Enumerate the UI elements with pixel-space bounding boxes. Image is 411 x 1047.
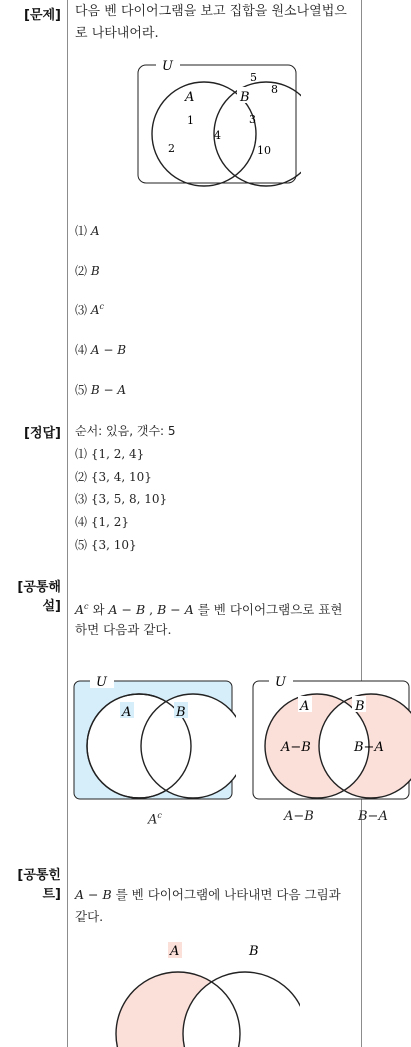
element-4: 4 (214, 129, 221, 142)
problem-item-3: ⑶ $A^c$ (75, 302, 104, 317)
hint-text-line1: A − B 를 벤 다이어그램에 나타내면 다음 그림과 (75, 887, 341, 902)
problem-text-line2: 로 나타내어라. (75, 26, 159, 41)
element-5: 5 (250, 71, 257, 84)
element-10: 10 (257, 144, 271, 157)
answer-item-3: ⑶ {3, 5, 8, 10} (75, 492, 168, 506)
element-3: 3 (249, 113, 256, 126)
answer-meta: 순서: 있음, 갯수: 5 (75, 424, 176, 438)
problem-item-2: ⑵ B (75, 264, 100, 278)
answer-item-5: ⑸ {3, 10} (75, 538, 137, 552)
set-a-label: A (170, 944, 180, 959)
problem-text-line1: 다음 벤 다이어그램을 보고 집합을 원소나열법으 (75, 4, 347, 19)
set-a-label: A (300, 699, 310, 714)
region-b-minus-a: B−A (354, 740, 384, 755)
problem-item-1: ⑴ A (75, 224, 100, 238)
hint-text-line2: 같다. (75, 909, 104, 924)
element-2: 2 (168, 142, 175, 155)
explanation-text-line1: $A^c$ 와 A − B , B − A 를 벤 다이어그램으로 표현 (75, 602, 343, 618)
b-minus-a-caption: B−A (358, 809, 388, 824)
universe-label: U (162, 59, 173, 74)
hint-tag: [공통힌트] (17, 868, 61, 902)
complement-caption: $A^c$ (148, 811, 162, 828)
problem-item-4: ⑷ A − B (75, 343, 127, 357)
problem-venn-diagram (136, 55, 301, 187)
answer-item-1: ⑴ {1, 2, 4} (75, 447, 145, 461)
explanation-text-line2: 하면 다음과 같다. (75, 622, 172, 637)
answer-tag: [정답] (24, 426, 61, 441)
left-border-line (67, 0, 68, 1047)
element-1: 1 (187, 114, 194, 127)
a-minus-b-caption: A−B (284, 809, 314, 824)
set-a-label: A (122, 705, 132, 720)
answer-item-2: ⑵ {3, 4, 10} (75, 470, 152, 484)
problem-item-5: ⑸ B − A (75, 383, 127, 397)
hint-venn-diagram (110, 938, 300, 1047)
universe-label: U (275, 675, 286, 690)
complement-venn-diagram (72, 672, 236, 804)
answer-item-4: ⑷ {1, 2} (75, 515, 130, 529)
universe-label: U (96, 675, 107, 690)
explanation-tag: [공통해설] (17, 580, 61, 614)
set-b-label: B (355, 699, 365, 714)
set-b-label: B (176, 705, 186, 720)
difference-venn-diagram (251, 672, 411, 804)
set-a-label: A (185, 90, 195, 105)
right-border-line (361, 0, 362, 1047)
region-a-minus-b: A−B (281, 740, 311, 755)
set-b-label: B (240, 90, 250, 105)
set-b-label: B (249, 944, 259, 959)
problem-tag: [문제] (24, 8, 61, 23)
element-8: 8 (271, 83, 278, 96)
